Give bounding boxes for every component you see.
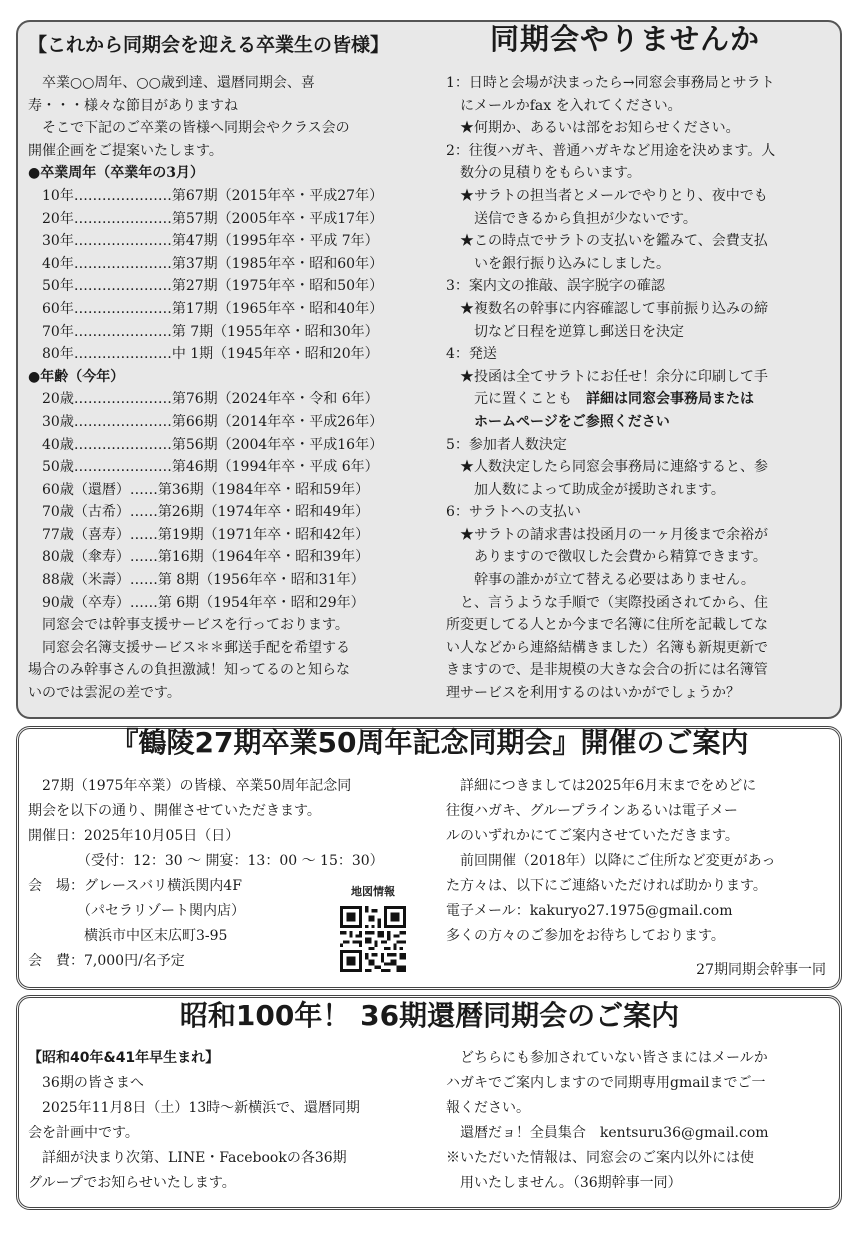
step-line: ありますので徴収した会費から精算できます。 bbox=[446, 549, 767, 566]
step-line: 切など日程を逆算し郵送日を決定 bbox=[446, 323, 684, 340]
closing-line: きますので、是非規模の大きな会合の折には名簿管 bbox=[446, 662, 768, 679]
step-line: ★この時点でサラトの支払いを鑑みて、会費支払 bbox=[446, 233, 768, 250]
section3-subhead: 【昭和40年&41年早生まれ】 bbox=[28, 1050, 220, 1066]
section3-title: 昭和100年！ 36期還暦同期会のご案内 bbox=[179, 999, 680, 1032]
notice-line: 報ください。 bbox=[446, 1100, 530, 1116]
step-line: いを銀行振り込みにしました。 bbox=[446, 255, 670, 272]
anniversary-heading: ●卒業周年（卒業年の3月） bbox=[28, 165, 204, 182]
section2-title: 『鶴陵27期卒業50周年記念同期会』開催のご案内 bbox=[110, 726, 749, 759]
step-line-with-bold bbox=[446, 388, 775, 411]
anniversary-item: 30年…………………第47期（1995年卒・平成 7年） bbox=[42, 233, 379, 250]
notice-line: 用いたしません。（36期幹事一同） bbox=[446, 1175, 682, 1191]
age-item: 50歳…………………第46期（1994年卒・平成 6年） bbox=[42, 459, 379, 476]
section1-title-right: 同期会やりませんか bbox=[490, 22, 761, 56]
contact-email[interactable]: 電子メール：kakuryo27.1975@gmail.com bbox=[446, 903, 733, 919]
event-line: 期会を以下の通り、開催させていただきます。 bbox=[28, 803, 321, 819]
section2-right-column bbox=[446, 774, 776, 949]
anniversary-item: 20年…………………第57期（2005年卒・平成17年） bbox=[42, 210, 384, 227]
age-item: 60歳（還暦）……第36期（1984年卒・昭和59年） bbox=[42, 481, 370, 498]
section3-right-column bbox=[446, 1046, 769, 1196]
notice-line: 36期の皆さまへ bbox=[28, 1075, 144, 1091]
age-item: 70歳（古希）……第26期（1974年卒・昭和49年） bbox=[42, 504, 370, 521]
details-line: 詳細につきましては2025年6月末までをめどに bbox=[446, 778, 757, 794]
intro-line: そこで下記のご卒業の皆様へ同期会やクラス会の bbox=[28, 120, 350, 137]
section1-title-left: 【これから同期会を迎える卒業生の皆様】 bbox=[28, 34, 390, 56]
notice-line: ※いただいた情報は、同窓会のご案内以外には使 bbox=[446, 1150, 754, 1166]
outro-line: 場合のみ幹事さんの負担激減！知ってるのと知らな bbox=[28, 662, 350, 679]
age-item: 30歳…………………第66期（2014年卒・平成26年） bbox=[42, 413, 384, 430]
step-line: 数分の見積りをもらいます。 bbox=[446, 165, 641, 182]
notice-line: グループでお知らせいたします。 bbox=[28, 1175, 236, 1191]
section2-signature: 27期同期会幹事一同 bbox=[696, 962, 826, 978]
age-item: 77歳（喜寿）……第19期（1971年卒・昭和42年） bbox=[42, 526, 370, 543]
section1-right-column bbox=[446, 72, 775, 705]
step-line: ★人数決定したら同窓会事務局に連絡すると、参 bbox=[446, 459, 768, 476]
intro-line: 卒業○○周年、○○歳到達、還暦同期会、喜 bbox=[28, 75, 315, 91]
details-line: 往復ハガキ、グループラインあるいは電子メー bbox=[446, 803, 738, 819]
event-venue: 会 場：グレースバリ横浜関内4F bbox=[28, 878, 242, 894]
closing-line: い人などから連絡結構きました）名簿も新規更新で bbox=[446, 639, 768, 656]
step-line: ★何期か、あるいは部をお知らせください。 bbox=[446, 120, 740, 137]
step-line: ★投函は全てサラトにお任せ！余分に印刷して手 bbox=[446, 368, 768, 385]
step-text bbox=[446, 414, 474, 430]
intro-line: 寿・・・様々な節目がありますね bbox=[28, 97, 238, 114]
step-line: 5：参加者人数決定 bbox=[446, 436, 567, 453]
notice-line: 会を計画中です。 bbox=[28, 1125, 139, 1141]
event-venue-sub: （パセラリゾート関内店） bbox=[28, 903, 245, 919]
age-item: 80歳（傘寿）……第16期（1964年卒・昭和39年） bbox=[42, 549, 370, 566]
age-heading: ●年齢（今年） bbox=[28, 368, 125, 385]
anniversary-item: 70年…………………第 7期（1955年卒・昭和30年） bbox=[42, 323, 379, 340]
step-line: 6：サラトへの支払い bbox=[446, 504, 581, 521]
details-line: 前回開催（2018年）以降にご住所など変更があっ bbox=[446, 853, 776, 869]
intro-line: 開催企画をご提案いたします。 bbox=[28, 142, 223, 159]
step-line: 4：発送 bbox=[446, 346, 497, 363]
step-line: にメールかfax を入れてください。 bbox=[446, 97, 682, 114]
age-item: 90歳（卒寿）……第 6期（1954年卒・昭和29年） bbox=[42, 594, 365, 611]
homepage-notice-bold: ホームページをご参照ください bbox=[474, 413, 670, 430]
map-info-label: 地図情報 bbox=[351, 885, 395, 898]
step-text: 元に置くことも bbox=[446, 391, 586, 408]
event-address: 横浜市中区末広町3-95 bbox=[28, 928, 228, 944]
outro-line: いのでは雲泥の差です。 bbox=[28, 685, 181, 702]
section3-left-column bbox=[28, 1046, 360, 1196]
anniversary-item: 50年…………………第27期（1975年卒・昭和50年） bbox=[42, 278, 384, 295]
section2-left-column bbox=[28, 774, 384, 974]
step-line: 2：往復ハガキ、普通ハガキなど用途を決めます。人 bbox=[446, 142, 776, 159]
notice-line: 詳細が決まり次第、LINE・Facebookの各36期 bbox=[28, 1150, 347, 1166]
step-line: 送信できるから負担が少ないです。 bbox=[446, 210, 697, 227]
outro-line: 同窓会では幹事支援サービスを行っております。 bbox=[28, 617, 349, 634]
step-line: 3：案内文の推敲、誤字脱字の確認 bbox=[446, 278, 665, 295]
closing-line: 所変更してる人とか今まで名簿に住所を記載してな bbox=[446, 617, 768, 634]
detail-notice-bold: 詳細は同窓会事務局または bbox=[586, 391, 754, 408]
step-line-with-bold bbox=[446, 411, 775, 434]
event-fee: 会 費：7,000円/名予定 bbox=[28, 953, 185, 969]
anniversary-item: 10年…………………第67期（2015年卒・平成27年） bbox=[42, 187, 384, 204]
closing-line: と、言うような手順で（実際投函されてから、住 bbox=[446, 594, 768, 611]
step-line: ★サラトの請求書は投函月の一ヶ月後まで余裕が bbox=[446, 526, 768, 543]
notice-line: ハガキでご案内しますので同期専用gmailまでご一 bbox=[446, 1075, 766, 1091]
section1-left-column bbox=[28, 72, 383, 705]
event-date: 開催日：2025年10月05日（日） bbox=[28, 828, 240, 844]
age-item: 20歳…………………第76期（2024年卒・令和 6年） bbox=[42, 391, 379, 408]
step-line: ★複数名の幹事に内容確認して事前振り込みの締 bbox=[446, 300, 768, 317]
notice-line: どちらにも参加されていない皆さまにはメールか bbox=[446, 1050, 768, 1066]
step-line: ★サラトの担当者とメールでやりとり、夜中でも bbox=[446, 187, 768, 204]
step-line: 加人数によって助成金が援助されます。 bbox=[446, 481, 725, 498]
anniversary-item: 40年…………………第37期（1985年卒・昭和60年） bbox=[42, 255, 384, 272]
event-line: 27期（1975年卒業）の皆様、卒業50周年記念同 bbox=[28, 778, 352, 794]
outro-line: 同窓会名簿支援サービス＊＊郵送手配を希望する bbox=[28, 639, 350, 656]
anniversary-item: 80年…………………中 1期（1945年卒・昭和20年） bbox=[42, 346, 379, 363]
map-qr-code-icon[interactable] bbox=[340, 906, 406, 972]
anniversary-item: 60年…………………第17期（1965年卒・昭和40年） bbox=[42, 300, 384, 317]
details-line: 多くの方々のご参加をお待ちしております。 bbox=[446, 928, 725, 944]
details-line: た方々は、以下にご連絡いただければ助かります。 bbox=[446, 878, 767, 894]
event-time: （受付：12：30 ～ 開宴：13：00 ～ 15：30） bbox=[28, 853, 384, 869]
step-line: 幹事の誰かが立て替える必要はありません。 bbox=[446, 572, 755, 589]
contact-email[interactable]: 還暦だョ！全員集合 kentsuru36@gmail.com bbox=[446, 1125, 769, 1141]
closing-line: 理サービスを利用するのはいかがでしょうか？ bbox=[446, 685, 740, 702]
notice-line: 2025年11月8日（土）13時～新横浜で、還暦同期 bbox=[28, 1100, 360, 1116]
age-item: 88歳（米壽）……第 8期（1956年卒・昭和31年） bbox=[42, 572, 365, 589]
age-item: 40歳…………………第56期（2004年卒・平成16年） bbox=[42, 436, 384, 453]
step-line: 1：日時と会場が決まったら→同窓会事務局とサラト bbox=[446, 75, 775, 91]
details-line: ルのいずれかにてご案内させていただきます。 bbox=[446, 828, 739, 844]
